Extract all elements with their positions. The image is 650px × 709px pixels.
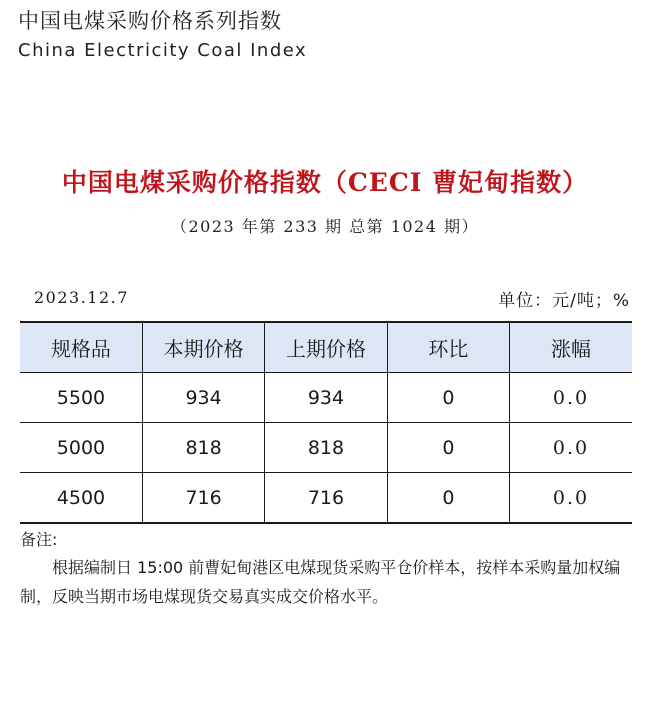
series-title: 中国电煤采购价格系列指数 xyxy=(18,9,282,33)
table-row xyxy=(20,373,632,423)
header-current-price: 本期价格 xyxy=(142,322,264,373)
header-change-pct: 涨幅 xyxy=(510,322,632,373)
header-change: 环比 xyxy=(387,322,509,373)
cell-change: 0 xyxy=(387,423,509,473)
issue-number: （2023 年第 233 期 总第 1024 期） xyxy=(171,217,479,236)
cell-spec: 5500 xyxy=(20,373,142,423)
report-date: 2023.12.7 xyxy=(34,288,129,307)
cell-change: 0 xyxy=(387,473,509,524)
notes-body: 根据编制日 15:00 前曹妃甸港区电煤现货采购平仓价样本，按样本采购量加权编制，反映当期市场电煤现货交易真实成交价格水平。 xyxy=(20,558,621,606)
cell-spec: 4500 xyxy=(20,473,142,524)
cell-current-price: 716 xyxy=(142,473,264,524)
report-title: 中国电煤采购价格指数（CECI 曹妃甸指数） xyxy=(61,168,589,197)
header-previous-price: 上期价格 xyxy=(265,322,387,373)
cell-spec: 5000 xyxy=(20,423,142,473)
table-row xyxy=(20,423,632,473)
cell-change: 0 xyxy=(387,373,509,423)
cell-change-pct: 0.0 xyxy=(510,373,632,423)
table-header-row xyxy=(20,322,632,373)
price-table xyxy=(20,321,632,524)
cell-change-pct: 0.0 xyxy=(510,423,632,473)
cell-change-pct: 0.0 xyxy=(510,473,632,524)
table-row xyxy=(20,473,632,524)
header-spec: 规格品 xyxy=(20,322,142,373)
unit-label: 单位：元/吨；% xyxy=(498,291,630,311)
notes-title: 备注: xyxy=(20,530,58,549)
cell-current-price: 934 xyxy=(142,373,264,423)
cell-previous-price: 934 xyxy=(265,373,387,423)
series-subtitle: China Electricity Coal Index xyxy=(18,40,308,61)
cell-previous-price: 716 xyxy=(265,473,387,524)
cell-previous-price: 818 xyxy=(265,423,387,473)
cell-current-price: 818 xyxy=(142,423,264,473)
